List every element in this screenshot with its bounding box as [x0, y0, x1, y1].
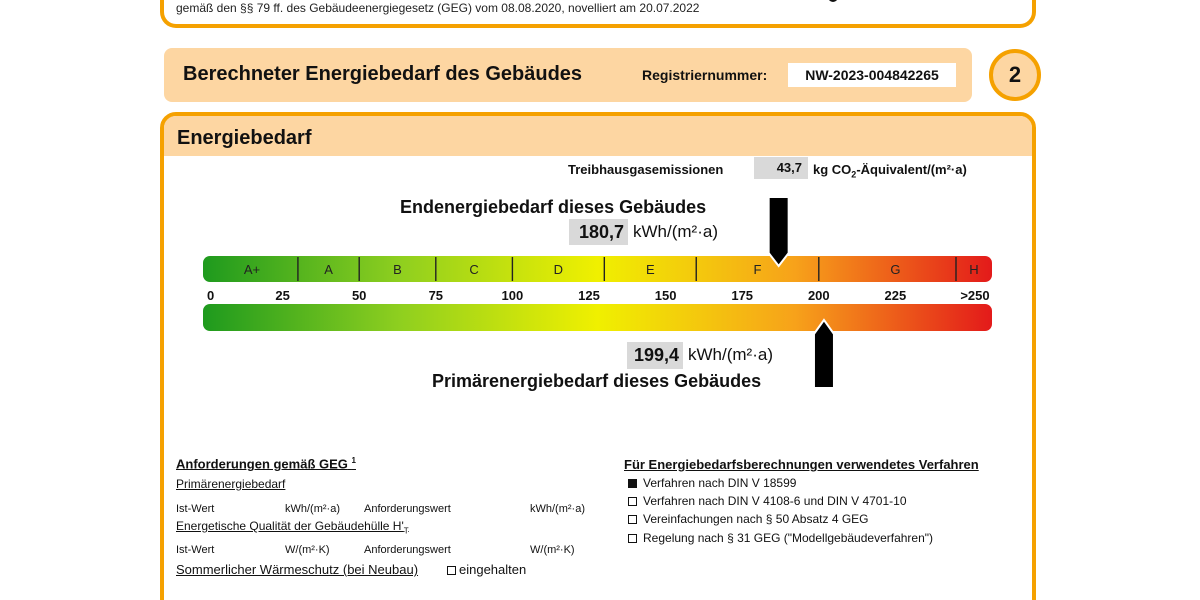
tick-label: 0	[207, 288, 215, 303]
procedure-option-din-4108[interactable]: Verfahren nach DIN V 4108-6 und DIN V 4701-10	[628, 494, 907, 508]
class-label: A+	[243, 262, 261, 277]
final-energy-label: Endenergiebedarf dieses Gebäudes	[400, 197, 707, 217]
final-energy-marker	[769, 197, 789, 266]
envelope-quality-heading: Energetische Qualität der Gebäudehülle $H'_T$	[176, 519, 409, 536]
primary-demand-heading: Primärenergiebedarf	[176, 477, 286, 491]
procedure-option-din-18599[interactable]: Verfahren nach DIN V 18599	[628, 476, 796, 490]
legal-note: gemäß den §§ 79 ff. des Gebäudeenergiegesetz (GEG) vom 08.08.2020, novelliert am 20.07.2022	[176, 1, 700, 15]
tick-label: 100	[501, 288, 524, 303]
tick-label: 50	[351, 288, 367, 303]
page-title: Berechneter Energiebedarf des Gebäudes	[183, 63, 583, 85]
envelope-requirement-label: Anforderungswert	[364, 544, 451, 556]
tick-label: 200	[807, 288, 830, 303]
summer-protection-heading: Sommerlicher Wärmeschutz (bei Neubau)	[176, 562, 419, 577]
primary-requirement-label: Anforderungswert	[364, 503, 451, 515]
requirements-heading: Anforderungen gemäß GEG $^1$	[176, 456, 356, 472]
primary-energy-scale-bar	[203, 304, 992, 331]
primary-requirement-unit: kWh/(m²·a)	[530, 503, 585, 515]
tick-label: 175	[731, 288, 754, 303]
envelope-ist-label: Ist-Wert	[176, 544, 215, 556]
class-label: H	[969, 262, 979, 277]
procedure-option-simplifications[interactable]: Vereinfachungen nach § 50 Absatz 4 GEG	[628, 512, 869, 526]
tick-label: 125	[578, 288, 600, 303]
procedure-checkbox[interactable]	[628, 497, 637, 506]
procedure-checkbox[interactable]	[628, 515, 637, 524]
class-label: D	[553, 262, 564, 277]
final-energy-unit: kWh/(m²·a)	[633, 222, 718, 241]
registration-number: NW-2023-004842265	[788, 63, 956, 87]
envelope-ist-unit: W/(m²·K)	[285, 544, 330, 556]
tick-label: 25	[275, 288, 290, 303]
class-label: F	[753, 262, 762, 277]
registration-label: Registriernummer:	[642, 67, 768, 83]
emissions-label: Treibhausgasemissionen	[568, 162, 724, 177]
procedure-option-model-building[interactable]: Regelung nach § 31 GEG ("Modellgebäudeverfahren")	[628, 531, 933, 545]
class-label: C	[469, 262, 479, 277]
summer-protection-check[interactable]: eingehalten	[447, 562, 526, 577]
procedures-heading: Für Energiebedarfsberechnungen verwendetes Verfahren	[624, 457, 979, 472]
page-number-badge: 2	[989, 49, 1041, 101]
primary-energy-unit: kWh/(m²·a)	[688, 345, 773, 364]
class-label: A	[324, 262, 333, 277]
primary-energy-value: 199,4	[627, 342, 683, 369]
summer-checkbox[interactable]	[447, 566, 456, 575]
primary-energy-marker	[814, 320, 834, 388]
procedure-checkbox[interactable]	[628, 534, 637, 543]
class-label: G	[890, 262, 901, 277]
final-energy-value: 180,7	[569, 219, 628, 245]
primary-ist-label: Ist-Wert	[176, 503, 215, 515]
primary-ist-unit: kWh/(m²·a)	[285, 503, 340, 515]
tick-label: 150	[654, 288, 677, 303]
emissions-unit: kg $CO_2-Äquivalent/(m^2\cdot a)$	[813, 162, 967, 180]
tick-label: >250	[960, 288, 990, 303]
section-title: Energiebedarf	[177, 127, 312, 149]
class-label: B	[393, 262, 402, 277]
final-energy-scale-bar	[203, 256, 992, 282]
primary-energy-label: Primärenergiebedarf dieses Gebäudes	[432, 371, 762, 391]
emissions-value: 43,7	[754, 157, 808, 179]
tick-label: 225	[884, 288, 907, 303]
class-label: E	[645, 262, 655, 277]
envelope-requirement-unit: W/(m²·K)	[530, 544, 575, 556]
tick-label: 75	[428, 288, 444, 303]
procedure-checkbox[interactable]	[628, 479, 637, 488]
